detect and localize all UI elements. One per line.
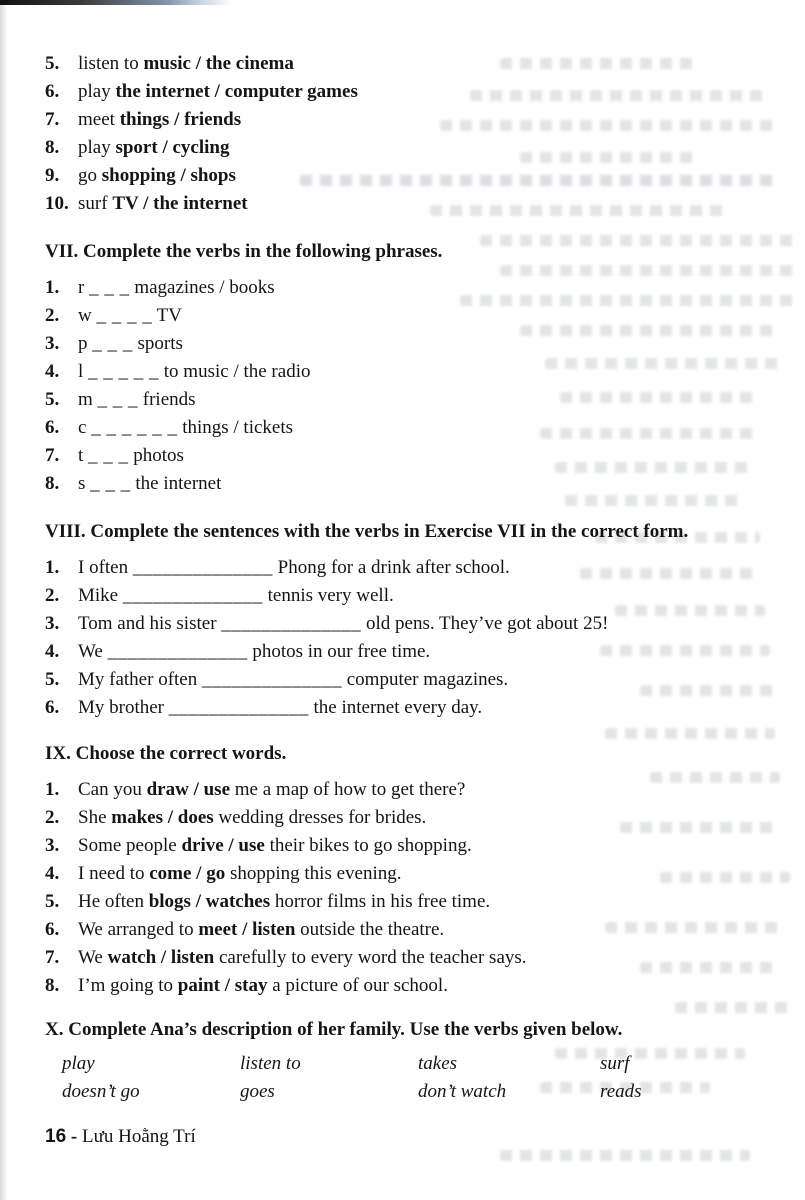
item-plain: We: [78, 641, 103, 662]
item-bold-options: paint / stay: [177, 975, 268, 996]
item-number: 6.: [45, 417, 60, 438]
word-bank-item: surf: [600, 1053, 630, 1074]
item-text: [78, 972, 448, 1000]
item-plain: I’m going to: [78, 975, 173, 996]
scan-artifact-top-bar: [0, 0, 232, 5]
word-bank-row: [62, 1078, 775, 1106]
list-item: [45, 274, 775, 302]
item-plain: play: [78, 137, 111, 158]
list-item: [45, 888, 775, 916]
item-plain: play: [78, 81, 111, 102]
list-item: [45, 442, 775, 470]
word-bank-item: don’t watch: [418, 1081, 507, 1102]
item-plain: the internet: [135, 473, 222, 494]
fill-blank: ______________: [132, 557, 273, 578]
item-number: 5.: [45, 53, 60, 74]
page-number: 16: [45, 1126, 67, 1147]
item-plain: photos in our free time.: [252, 641, 431, 662]
item-bold-options: music / the cinema: [143, 53, 294, 74]
continued-exercise-list: [45, 50, 775, 218]
item-plain: outside the theatre.: [300, 919, 445, 940]
item-number: 4.: [45, 863, 60, 884]
list-item: [45, 916, 775, 944]
word-bank-item: goes: [240, 1081, 275, 1102]
item-text: [78, 638, 430, 666]
item-bold-options: sport / cycling: [115, 137, 230, 158]
item-text: [78, 916, 444, 944]
word-bank-item: listen to: [240, 1053, 301, 1074]
item-plain: He often: [78, 891, 144, 912]
item-number: 5.: [45, 389, 60, 410]
item-text: [78, 386, 196, 414]
item-plain: We arranged to: [78, 919, 194, 940]
list-item: [45, 50, 775, 78]
item-text: [78, 470, 221, 498]
item-text: [78, 106, 241, 134]
item-plain: a picture of our school.: [272, 975, 448, 996]
item-text: [78, 330, 183, 358]
word-bank-item: reads: [600, 1081, 642, 1102]
item-plain: carefully to every word the teacher says.: [218, 947, 527, 968]
list-item: [45, 610, 775, 638]
item-number: 3.: [45, 613, 60, 634]
fill-blank: ______________: [107, 641, 248, 662]
item-plain: go: [78, 165, 97, 186]
item-plain: Mike: [78, 585, 119, 606]
item-number: 3.: [45, 333, 60, 354]
item-number: 7.: [45, 109, 60, 130]
list-item: [45, 666, 775, 694]
list-item: [45, 582, 775, 610]
item-text: [78, 162, 236, 190]
item-plain: shopping this evening.: [229, 863, 402, 884]
item-number: 4.: [45, 641, 60, 662]
item-plain: My father often: [78, 669, 198, 690]
item-bold-options: the internet / computer games: [115, 81, 358, 102]
list-item: [45, 134, 775, 162]
item-text: [78, 134, 229, 162]
item-bold-options: watch / listen: [107, 947, 215, 968]
item-number: 9.: [45, 165, 60, 186]
item-bold-options: shopping / shops: [101, 165, 236, 186]
fill-blank: ______________: [168, 697, 309, 718]
item-text: [78, 50, 294, 78]
item-plain: computer magazines.: [346, 669, 509, 690]
item-plain: their bikes to go shopping.: [269, 835, 472, 856]
list-item: [45, 78, 775, 106]
item-text: [78, 442, 184, 470]
item-text: [78, 860, 402, 888]
list-item: [45, 832, 775, 860]
list-item: [45, 638, 775, 666]
item-number: 6.: [45, 81, 60, 102]
item-number: 8.: [45, 137, 60, 158]
item-text: [78, 694, 482, 722]
item-plain: I need to: [78, 863, 145, 884]
item-number: 6.: [45, 919, 60, 940]
verb-first-letter: c: [78, 417, 87, 438]
item-text: [78, 358, 310, 386]
exercise-vii-list: [45, 274, 775, 498]
list-item: [45, 330, 775, 358]
item-plain: photos: [133, 445, 184, 466]
list-item: [45, 190, 775, 218]
list-item: [45, 694, 775, 722]
verb-first-letter: l: [78, 361, 84, 382]
fill-blank: _ _ _: [89, 277, 130, 298]
item-number: 7.: [45, 445, 60, 466]
item-number: 5.: [45, 891, 60, 912]
item-plain: Some people: [78, 835, 177, 856]
item-plain: tennis very well.: [267, 585, 394, 606]
item-text: [78, 554, 510, 582]
item-plain: Phong for a drink after school.: [277, 557, 510, 578]
scan-artifact-left-edge: [0, 0, 7, 1200]
item-plain: old pens. They’ve got about 25!: [366, 613, 609, 634]
list-item: [45, 972, 775, 1000]
bleedthrough-mark: [500, 1150, 750, 1161]
item-plain: I often: [78, 557, 129, 578]
word-bank: [62, 1050, 775, 1106]
list-item: [45, 302, 775, 330]
item-bold-options: things / friends: [119, 109, 242, 130]
list-item: [45, 470, 775, 498]
item-plain: Can you: [78, 779, 142, 800]
fill-blank: _ _ _: [88, 445, 129, 466]
list-item: [45, 386, 775, 414]
list-item: [45, 162, 775, 190]
item-plain: My brother: [78, 697, 165, 718]
item-plain: the internet every day.: [313, 697, 483, 718]
item-bold-options: makes / does: [111, 807, 214, 828]
item-bold-options: draw / use: [146, 779, 231, 800]
item-text: [78, 302, 182, 330]
item-number: 2.: [45, 585, 60, 606]
verb-first-letter: t: [78, 445, 84, 466]
verb-first-letter: w: [78, 305, 92, 326]
verb-first-letter: r: [78, 277, 85, 298]
exercise-ix-title: IX. Choose the correct words.: [45, 743, 287, 764]
item-plain: Tom and his sister: [78, 613, 217, 634]
word-bank-item: play: [62, 1053, 95, 1074]
list-item: [45, 944, 775, 972]
item-plain: We: [78, 947, 103, 968]
exercise-ix-list: [45, 776, 775, 1000]
word-bank-item: takes: [418, 1053, 458, 1074]
fill-blank: _ _ _: [92, 333, 133, 354]
item-text: [78, 888, 490, 916]
exercise-viii-list: [45, 554, 775, 722]
item-plain: sports: [137, 333, 183, 354]
item-text: [78, 666, 508, 694]
word-bank-row: [62, 1050, 775, 1078]
item-number: 5.: [45, 669, 60, 690]
list-item: [45, 106, 775, 134]
item-plain: horror films in his free time.: [274, 891, 491, 912]
item-number: 8.: [45, 473, 60, 494]
item-bold-options: come / go: [149, 863, 226, 884]
list-item: [45, 414, 775, 442]
footer-dash: -: [70, 1126, 78, 1147]
item-text: [78, 832, 472, 860]
item-number: 7.: [45, 947, 60, 968]
item-text: [78, 274, 275, 302]
verb-first-letter: s: [78, 473, 86, 494]
exercise-vii-title: VII. Complete the verbs in the following phrases.: [45, 241, 443, 262]
fill-blank: _ _ _ _ _ _: [91, 417, 178, 438]
item-plain: me a map of how to get there?: [234, 779, 466, 800]
item-number: 1.: [45, 779, 60, 800]
fill-blank: _ _ _: [97, 389, 139, 410]
page-footer: [45, 1124, 196, 1150]
author-name: Lưu Hoằng Trí: [81, 1126, 196, 1147]
item-number: 2.: [45, 305, 60, 326]
list-item: [45, 554, 775, 582]
item-plain: listen to: [78, 53, 139, 74]
list-item: [45, 358, 775, 386]
item-plain: magazines / books: [134, 277, 275, 298]
item-number: 3.: [45, 835, 60, 856]
word-bank-item: doesn’t go: [62, 1081, 140, 1102]
item-bold-options: meet / listen: [198, 919, 296, 940]
item-plain: to music / the radio: [163, 361, 311, 382]
item-plain: meet: [78, 109, 115, 130]
fill-blank: ______________: [122, 585, 263, 606]
exercise-x-title: X. Complete Ana’s description of her family. Use the verbs given below.: [45, 1019, 623, 1040]
item-plain: surf: [78, 193, 108, 214]
item-number: 4.: [45, 361, 60, 382]
fill-blank: ______________: [221, 613, 362, 634]
fill-blank: _ _ _ _: [96, 305, 153, 326]
item-plain: She: [78, 807, 107, 828]
list-item: [45, 804, 775, 832]
verb-first-letter: p: [78, 333, 88, 354]
item-bold-options: blogs / watches: [148, 891, 271, 912]
item-text: [78, 776, 465, 804]
item-text: [78, 610, 608, 638]
list-item: [45, 776, 775, 804]
fill-blank: _ _ _ _ _: [88, 361, 160, 382]
item-plain: friends: [142, 389, 196, 410]
item-bold-options: TV / the internet: [112, 193, 248, 214]
verb-first-letter: m: [78, 389, 93, 410]
item-number: 8.: [45, 975, 60, 996]
item-number: 1.: [45, 557, 60, 578]
fill-blank: ______________: [201, 669, 342, 690]
item-number: 1.: [45, 277, 60, 298]
item-number: 10.: [45, 193, 69, 214]
item-bold-options: drive / use: [181, 835, 265, 856]
item-number: 2.: [45, 807, 60, 828]
item-text: [78, 414, 293, 442]
item-plain: wedding dresses for brides.: [218, 807, 427, 828]
item-number: 6.: [45, 697, 60, 718]
list-item: [45, 860, 775, 888]
item-text: [78, 582, 394, 610]
exercise-viii-title: VIII. Complete the sentences with the verbs in Exercise VII in the correct form.: [45, 521, 689, 542]
item-text: [78, 804, 426, 832]
item-plain: things / tickets: [182, 417, 294, 438]
item-plain: TV: [156, 305, 182, 326]
item-text: [78, 944, 527, 972]
item-text: [78, 78, 358, 106]
fill-blank: _ _ _: [90, 473, 131, 494]
item-text: [78, 190, 248, 218]
